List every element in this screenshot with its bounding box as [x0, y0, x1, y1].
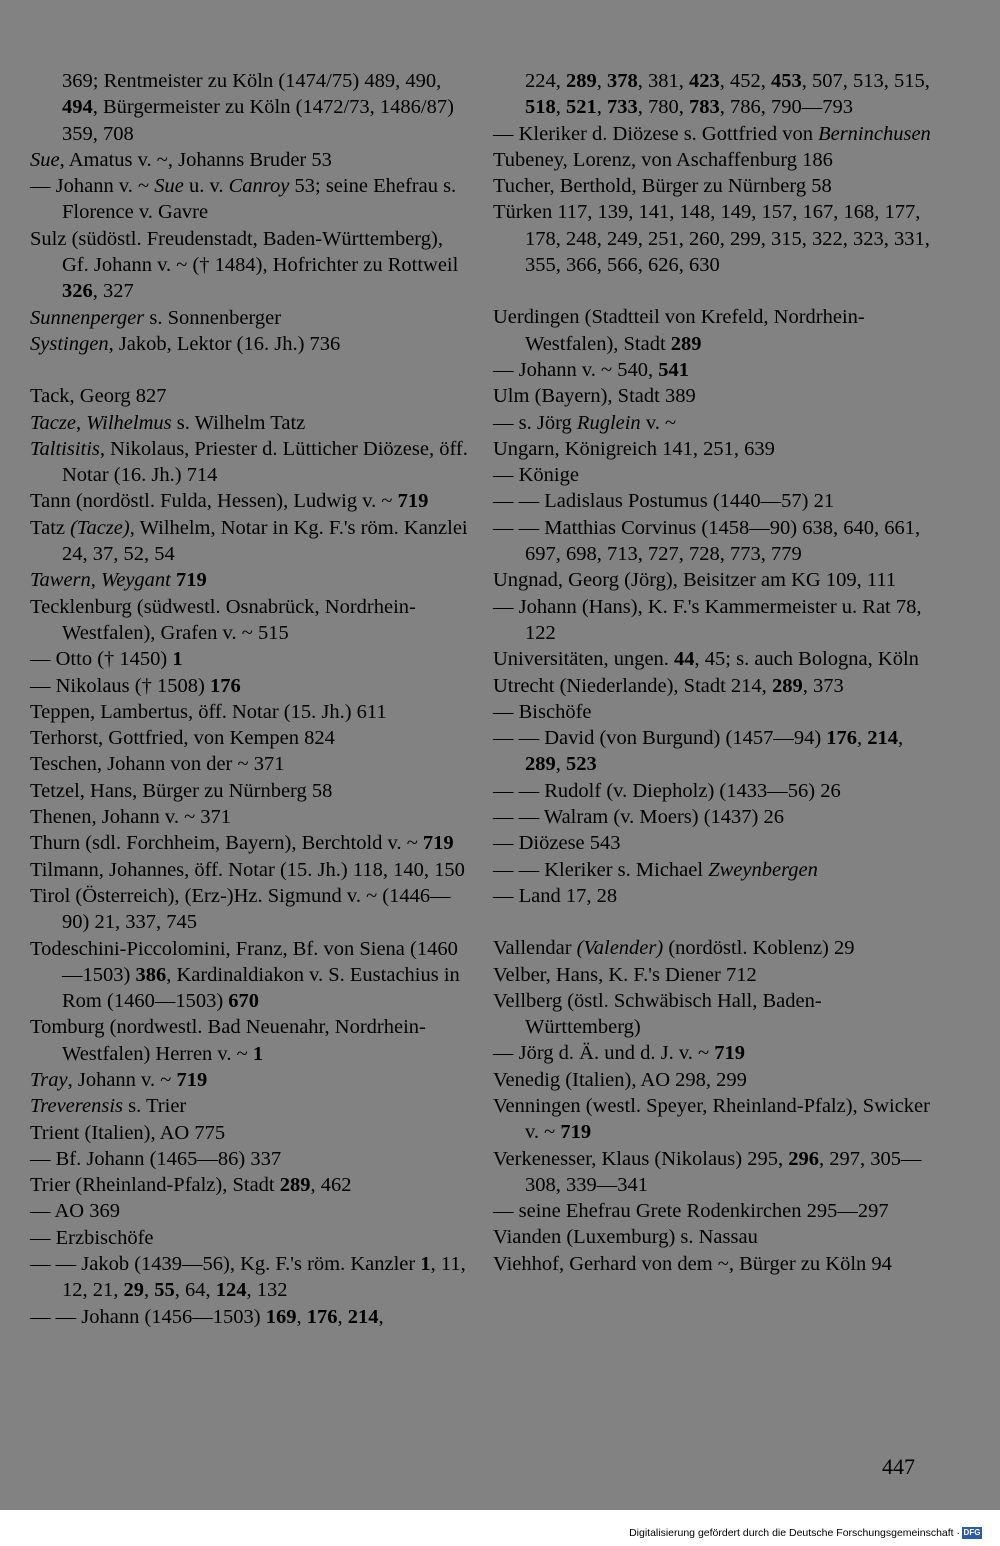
index-entry: Utrecht (Niederlande), Stadt 214, 289, 373: [493, 674, 844, 697]
index-entry: — Nikolaus († 1508) 176: [30, 674, 241, 697]
index-entry: — Bischöfe: [493, 700, 592, 723]
index-entry: Trier (Rheinland-Pfalz), Stadt 289, 462: [30, 1174, 352, 1197]
index-entry: Türken 117, 139, 141, 148, 149, 157, 167, 168, 177, 178, 248, 249, 251, 260, 299, 315, 322, 323, 331, 355, 366, 566, 626, 630: [493, 201, 930, 277]
index-entry: — Könige: [493, 464, 579, 487]
index-entry: Uerdingen (Stadtteil von Krefeld, Nordrhein-Westfalen), Stadt 289: [493, 306, 865, 355]
section-gap: [493, 278, 933, 304]
footer-credit-text: Digitalisierung gefördert durch die Deutsche Forschungsgemeinschaft ·: [629, 1527, 960, 1539]
index-entry: Vellberg (östl. Schwäbisch Hall, Baden-Württemberg): [493, 989, 822, 1039]
index-entry: Ungarn, Königreich 141, 251, 639: [493, 437, 775, 460]
index-entry: Vianden (Luxemburg) s. Nassau: [493, 1226, 758, 1249]
index-entry: — Erzbischöfe: [30, 1226, 154, 1249]
index-entry: Venedig (Italien), AO 298, 299: [493, 1068, 747, 1091]
index-entry: Tawern, Weygant 719: [30, 569, 207, 592]
index-entry: — Bf. Johann (1465—86) 337: [30, 1147, 282, 1170]
index-entry: — seine Ehefrau Grete Rodenkirchen 295—297: [493, 1200, 889, 1223]
section-gap: [493, 909, 933, 935]
index-entry: Venningen (westl. Speyer, Rheinland-Pfalz), Swicker v. ~ 719: [493, 1094, 930, 1144]
index-entry: Sunnenperger s. Sonnenberger: [30, 306, 282, 329]
index-entry: — — Johann (1456—1503) 169, 176, 214,: [30, 1305, 384, 1328]
index-entry: Thenen, Johann v. ~ 371: [30, 806, 232, 829]
index-entry: Tucher, Berthold, Bürger zu Nürnberg 58: [493, 175, 832, 198]
index-entry: Terhorst, Gottfried, von Kempen 824: [30, 727, 335, 750]
index-entry: Tetzel, Hans, Bürger zu Nürnberg 58: [30, 779, 333, 802]
index-entry: — — David (von Burgund) (1457—94) 176, 214, 289, 523: [493, 727, 904, 776]
index-entry: 369; Rentmeister zu Köln (1474/75) 489, 490, 494, Bürgermeister zu Köln (1472/73, 1486/87) 359, 708: [62, 70, 454, 145]
index-entry: Teschen, Johann von der ~ 371: [30, 753, 285, 776]
index-entry: Thurn (sdl. Forchheim, Bayern), Berchtold v. ~ 719: [30, 832, 454, 855]
index-entry: Universitäten, ungen. 44, 45; s. auch Bologna, Köln: [493, 648, 919, 671]
index-entry: — — Rudolf (v. Diepholz) (1433—56) 26: [493, 779, 841, 802]
index-entry: — — Matthias Corvinus (1458—90) 638, 640, 661, 697, 698, 713, 727, 728, 773, 779: [493, 516, 921, 566]
index-column-left: [30, 68, 470, 1330]
index-entry: — — Walram (v. Moers) (1437) 26: [493, 806, 784, 829]
index-entry: Tirol (Österreich), (Erz-)Hz. Sigmund v. ~ (1446—90) 21, 337, 745: [30, 884, 451, 934]
index-entry: Taltisitis, Nikolaus, Priester d. Lütticher Diözese, öff. Notar (16. Jh.) 714: [30, 437, 468, 487]
index-entry: Tilmann, Johannes, öff. Notar (15. Jh.) 118, 140, 150: [30, 858, 465, 881]
index-entry: Ulm (Bayern), Stadt 389: [493, 385, 696, 408]
index-entry: — — Kleriker s. Michael Zweynbergen: [493, 858, 818, 881]
index-entry: Teppen, Lambertus, öff. Notar (15. Jh.) 611: [30, 700, 387, 723]
index-entry: Systingen, Jakob, Lektor (16. Jh.) 736: [30, 332, 341, 355]
index-entry: 224, 289, 378, 381, 423, 452, 453, 507, 513, 515, 518, 521, 733, 780, 783, 786, 790—793: [525, 70, 930, 119]
index-entry: — — Ladislaus Postumus (1440—57) 21: [493, 490, 835, 513]
footer-bar: [0, 1510, 1000, 1546]
index-entry: Treverensis s. Trier: [30, 1095, 187, 1118]
index-entry: — Johann v. ~ 540, 541: [493, 358, 689, 381]
index-column-right: [493, 68, 933, 1277]
index-entry: Todeschini-Piccolomini, Franz, Bf. von Siena (1460—1503) 386, Kardinaldiakon v. S. Eustachius in Rom (1460—1503) 670: [30, 937, 460, 1013]
index-entry: — Land 17, 28: [493, 884, 618, 907]
index-entry: — Kleriker d. Diözese s. Gottfried von Berninchusen: [493, 122, 931, 145]
page-number: 447: [882, 1454, 915, 1479]
index-entry: Tacze, Wilhelmus s. Wilhelm Tatz: [30, 411, 306, 434]
index-entry: — Otto († 1450) 1: [30, 648, 183, 671]
index-entry: Tomburg (nordwestl. Bad Neuenahr, Nordrhein-Westfalen) Herren v. ~ 1: [30, 1016, 426, 1065]
index-entry: Sue, Amatus v. ~, Johanns Bruder 53: [30, 148, 332, 171]
index-entry: — Diözese 543: [493, 832, 621, 855]
index-entry: Verkenesser, Klaus (Nikolaus) 295, 296, 297, 305—308, 339—341: [493, 1147, 922, 1196]
index-entry: — s. Jörg Ruglein v. ~: [493, 411, 677, 434]
index-entry: Tatz (Tacze), Wilhelm, Notar in Kg. F.'s röm. Kanzlei 24, 37, 52, 54: [30, 516, 468, 566]
index-entry: Tecklenburg (südwestl. Osnabrück, Nordrhein-Westfalen), Grafen v. ~ 515: [30, 595, 416, 644]
index-entry: Ungnad, Georg (Jörg), Beisitzer am KG 109, 111: [493, 569, 897, 592]
index-entry: — — Jakob (1439—56), Kg. F.'s röm. Kanzler 1, 11, 12, 21, 29, 55, 64, 124, 132: [30, 1253, 466, 1302]
index-entry: Sulz (südöstl. Freudenstadt, Baden-Württemberg), Gf. Johann v. ~ († 1484), Hofrichter zu Rottweil 326, 327: [30, 227, 459, 303]
index-entry: Tann (nordöstl. Fulda, Hessen), Ludwig v. ~ 719: [30, 490, 429, 513]
index-entry: Velber, Hans, K. F.'s Diener 712: [493, 963, 757, 986]
index-entry: Vallendar (Valender) (nordöstl. Koblenz) 29: [493, 937, 855, 960]
index-entry: — Johann v. ~ Sue u. v. Canroy 53; seine Ehefrau s. Florence v. Gavre: [30, 175, 457, 224]
index-entry: Tray, Johann v. ~ 719: [30, 1068, 208, 1091]
index-entry: Tack, Georg 827: [30, 385, 167, 408]
section-gap: [30, 357, 470, 383]
index-entry: Tubeney, Lorenz, von Aschaffenburg 186: [493, 148, 833, 171]
index-entry: Trient (Italien), AO 775: [30, 1121, 226, 1144]
index-entry: — Johann (Hans), K. F.'s Kammermeister u. Rat 78, 122: [493, 595, 922, 644]
dfg-logo-icon: DFG: [963, 1528, 981, 1537]
index-entry: — Jörg d. Ä. und d. J. v. ~ 719: [493, 1042, 745, 1065]
index-entry: Viehhof, Gerhard von dem ~, Bürger zu Köln 94: [493, 1252, 892, 1275]
index-entry: — AO 369: [30, 1200, 120, 1223]
